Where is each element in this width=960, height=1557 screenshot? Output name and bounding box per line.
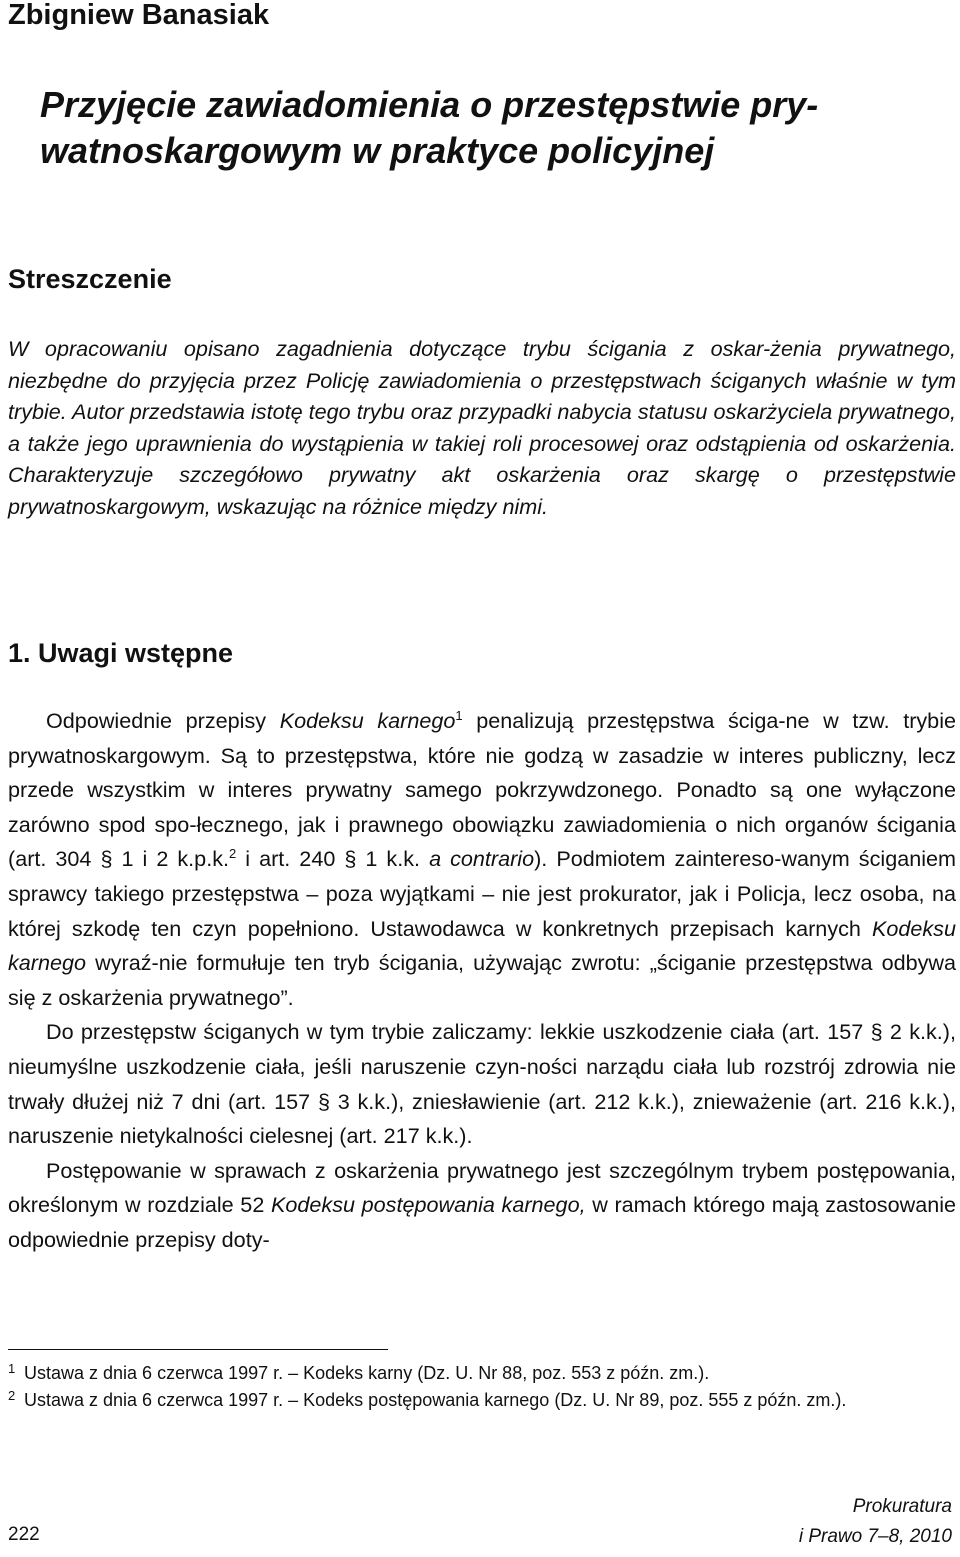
footnote-1 xyxy=(8,1360,956,1387)
section-heading: 1. Uwagi wstępne xyxy=(8,638,234,668)
paragraph-3 xyxy=(8,1154,956,1258)
p1-text-h: wyraź-nie formułuje ten tryb ścigania, używając zwrotu: „ściganie przestępstwa odbywa się z oskarżenia prywatnego”. xyxy=(8,950,957,1010)
footnote-text: Ustawa z dnia 6 czerwca 1997 r. – Kodeks postępowania karnego (Dz. U. Nr 89, poz. 555 z późn. zm.). xyxy=(24,1390,847,1410)
p3-text-c: w ramach którego mają zastosowanie odpowiednie przepisy doty- xyxy=(8,1192,957,1252)
p1-text-c: penalizują przestępstwa ściga-ne w tzw. trybie prywatnoskargowym. Są to przestępstwa, które nie godzą w zasadzie w interes publiczny, lecz przede wszystkim w interes prywatny samego pokrzywdzonego. Ponadto są one wyłączone zarówno spod spo-łecznego, jak i prawnego obowiązku zawiadomienia o nich organów ścigania (art. 304 § 1 i 2 k.p.k. xyxy=(8,708,957,872)
footnote-ref-2[interactable]: 2 xyxy=(229,846,237,862)
footnote-text: Ustawa z dnia 6 czerwca 1997 r. – Kodeks karny (Dz. U. Nr 88, poz. 553 z późn. zm.). xyxy=(24,1363,710,1383)
footnote-separator xyxy=(8,1349,388,1350)
p3-kodeks-postepowania: Kodeksu postępowania karnego, xyxy=(270,1192,586,1218)
body-text xyxy=(8,704,956,1258)
title-line-2: watnoskargowym w praktyce policyjnej xyxy=(40,130,715,171)
footnote-number: 1 xyxy=(8,1361,16,1376)
abstract xyxy=(8,333,956,522)
footnote-2 xyxy=(8,1387,956,1414)
page-number: 222 xyxy=(8,1524,40,1545)
journal-title: Prokuratura xyxy=(852,1496,952,1517)
footnote-ref-1[interactable]: 1 xyxy=(455,707,463,723)
p3-text-a: Postępowanie w sprawach z oskarżenia prywatnego jest szczególnym trybem postępowania, określonym w rozdziale 52 xyxy=(8,1157,956,1218)
footnote-number: 2 xyxy=(8,1388,16,1403)
journal-name xyxy=(752,1492,952,1552)
title-line-1: Przyjęcie zawiadomienia o przestępstwie pry- xyxy=(40,84,819,125)
p1-text-f: ). Podmiotem zaintereso-wanym ściganiem sprawcy takiego przestępstwa – poza wyjątkami – nie jest prokurator, jak i Policja, lecz osoba, na której szkodę ten czyn popełniono. Ustawodawca w konkretnych przepisach karnych xyxy=(8,846,957,941)
abstract-heading: Streszczenie xyxy=(8,264,172,294)
p1-text-a: Odpowiednie przepisy xyxy=(46,708,267,733)
paragraph-2: Do przestępstw ściganych w tym trybie zaliczamy: lekkie uszkodzenie ciała (art. 157 § 2 k.k.), nieumyślne uszkodzenie ciała, jeśli naruszenie czyn-ności narządu ciała lub rozstrój zdrowia nie trwały dłużej niż 7 dni (art. 157 § 3 k.k.), zniesławienie (art. 212 k.k.), znieważenie (art. 216 k.k.), naruszenie nietykalności cielesnej (art. 217 k.k.). xyxy=(8,1019,956,1149)
p1-text-d: i art. 240 § 1 k.k. xyxy=(245,846,421,872)
author-name: Zbigniew Banasiak xyxy=(8,0,270,31)
footnotes xyxy=(8,1360,956,1414)
p1-a-contrario: a contrario xyxy=(429,846,535,872)
p1-kodeks-karnego: Kodeksu karnego xyxy=(279,708,456,733)
journal-issue: i Prawo 7–8, 2010 xyxy=(798,1526,952,1547)
article-title xyxy=(40,82,940,174)
paragraph-1 xyxy=(8,704,956,1015)
p1-kodeks-karnego-2: Kodeksu karnego xyxy=(8,915,956,976)
abstract-text: W opracowaniu opisano zagadnienia dotyczące trybu ścigania z oskar-żenia prywatnego, niezbędne do przyjęcia przez Policję zawiadomienia o przestępstwach ściganych właśnie w tym trybie. Autor przedstawia istotę tego trybu oraz przypadki nabycia statusu oskarżyciela prywatnego, a także jego uprawnienia do wystąpienia w takiej roli procesowej oraz odstąpienia od oskarżenia. Charakteryzuje szczegółowo prywatny akt oskarżenia oraz skargę o przestępstwie prywatnoskargowym, wskazując na różnice między nimi. xyxy=(8,336,956,519)
